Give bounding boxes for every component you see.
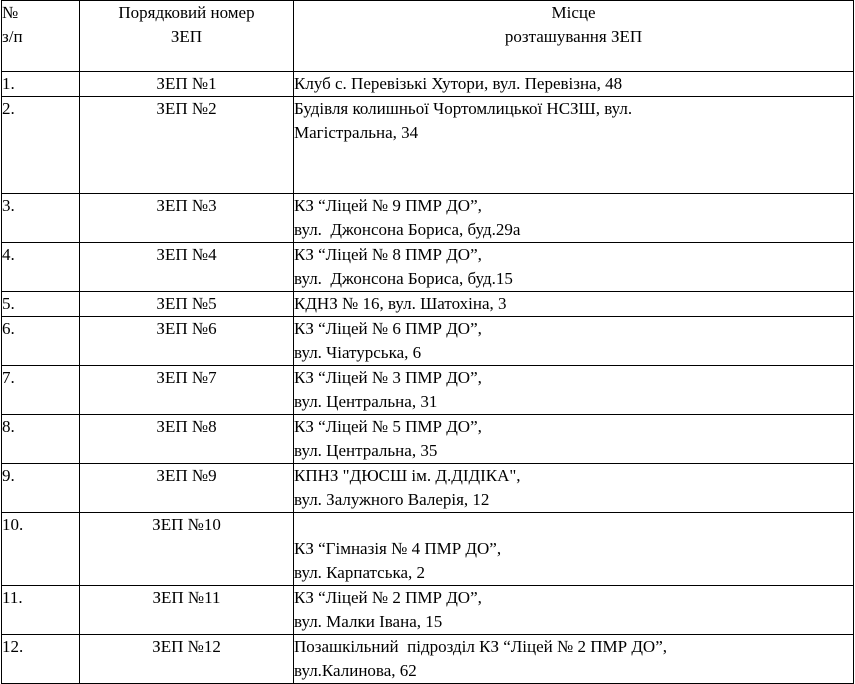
row-number: 5. [2, 292, 80, 317]
table-row [2, 72, 854, 97]
zep-number: ЗЕП №12 [80, 635, 294, 684]
row-number: 6. [2, 317, 80, 366]
zep-number: ЗЕП №3 [80, 194, 294, 243]
location-line: КЗ “Ліцей № 3 ПМР ДО”, [294, 368, 482, 387]
table-row [2, 194, 854, 243]
table-row [2, 366, 854, 415]
zep-location [294, 194, 854, 243]
zep-number: ЗЕП №7 [80, 366, 294, 415]
zep-number: ЗЕП №5 [80, 292, 294, 317]
location-line: вул. Центральна, 35 [294, 441, 438, 460]
table-row [2, 292, 854, 317]
header-zep-line2: ЗЕП [170, 27, 203, 46]
location-line: вул. Джонсона Бориса, буд.29а [294, 220, 521, 239]
row-number: 7. [2, 366, 80, 415]
row-number: 3. [2, 194, 80, 243]
row-number: 4. [2, 243, 80, 292]
zep-number: ЗЕП №4 [80, 243, 294, 292]
zep-location [294, 72, 854, 97]
location-line: КПНЗ "ДЮСШ ім. Д.ДІДІКА", [294, 466, 521, 485]
zep-location [294, 513, 854, 586]
zep-location [294, 243, 854, 292]
location-line: КЗ “Гімназія № 4 ПМР ДО”, [294, 539, 502, 558]
location-line: Будівля колишньої Чортомлицької НСЗШ, вул. [294, 99, 633, 118]
zep-location [294, 415, 854, 464]
location-line: КЗ “Ліцей № 6 ПМР ДО”, [294, 319, 482, 338]
header-num-line1: № [2, 3, 19, 22]
zep-number: ЗЕП №10 [80, 513, 294, 586]
table-row [2, 635, 854, 684]
table-row [2, 243, 854, 292]
zep-number: ЗЕП №1 [80, 72, 294, 97]
header-num [2, 1, 80, 72]
row-number: 2. [2, 97, 80, 194]
location-line: вул. Залужного Валерія, 12 [294, 490, 490, 509]
zep-location [294, 292, 854, 317]
table-row [2, 464, 854, 513]
zep-number: ЗЕП №6 [80, 317, 294, 366]
zep-location [294, 317, 854, 366]
location-line: вул. Чіатурська, 6 [294, 343, 422, 362]
location-line: КЗ “Ліцей № 2 ПМР ДО”, [294, 588, 482, 607]
row-number: 8. [2, 415, 80, 464]
header-loc-line2: розташування ЗЕП [504, 27, 643, 46]
zep-number: ЗЕП №2 [80, 97, 294, 194]
zep-location [294, 586, 854, 635]
header-location [294, 1, 854, 72]
zep-location [294, 464, 854, 513]
zep-location [294, 97, 854, 194]
location-line: КЗ “Ліцей № 9 ПМР ДО”, [294, 196, 482, 215]
zep-number: ЗЕП №8 [80, 415, 294, 464]
table-row [2, 586, 854, 635]
location-line: КДНЗ № 16, вул. Шатохіна, 3 [294, 294, 507, 313]
location-spacer [294, 513, 853, 537]
zep-table [1, 0, 854, 684]
row-number: 10. [2, 513, 80, 586]
location-line: вул. Центральна, 31 [294, 392, 438, 411]
location-line: Магістральна, 34 [294, 123, 419, 142]
row-number: 1. [2, 72, 80, 97]
header-zep-line1: Порядковий номер [118, 3, 255, 22]
table-header-row [2, 1, 854, 72]
location-line: вул.Калинова, 62 [294, 661, 417, 680]
header-num-line2: з/п [2, 27, 23, 46]
header-loc-line1: Місце [551, 3, 596, 22]
row-number: 11. [2, 586, 80, 635]
table-row [2, 317, 854, 366]
row-number: 12. [2, 635, 80, 684]
location-line: КЗ “Ліцей № 5 ПМР ДО”, [294, 417, 482, 436]
location-line: Клуб с. Перевізькі Хутори, вул. Перевізна, 48 [294, 74, 623, 93]
zep-number: ЗЕП №11 [80, 586, 294, 635]
zep-location [294, 366, 854, 415]
location-line: вул. Джонсона Бориса, буд.15 [294, 269, 513, 288]
zep-location [294, 635, 854, 684]
zep-number: ЗЕП №9 [80, 464, 294, 513]
location-line: вул. Малки Івана, 15 [294, 612, 443, 631]
table-row [2, 513, 854, 586]
location-line: Позашкільний підрозділ КЗ “Ліцей № 2 ПМР ДО”, [294, 637, 668, 656]
location-line: КЗ “Ліцей № 8 ПМР ДО”, [294, 245, 482, 264]
row-number: 9. [2, 464, 80, 513]
location-line: вул. Карпатська, 2 [294, 563, 426, 582]
header-zep-number [80, 1, 294, 72]
table-row [2, 97, 854, 194]
table-row [2, 415, 854, 464]
